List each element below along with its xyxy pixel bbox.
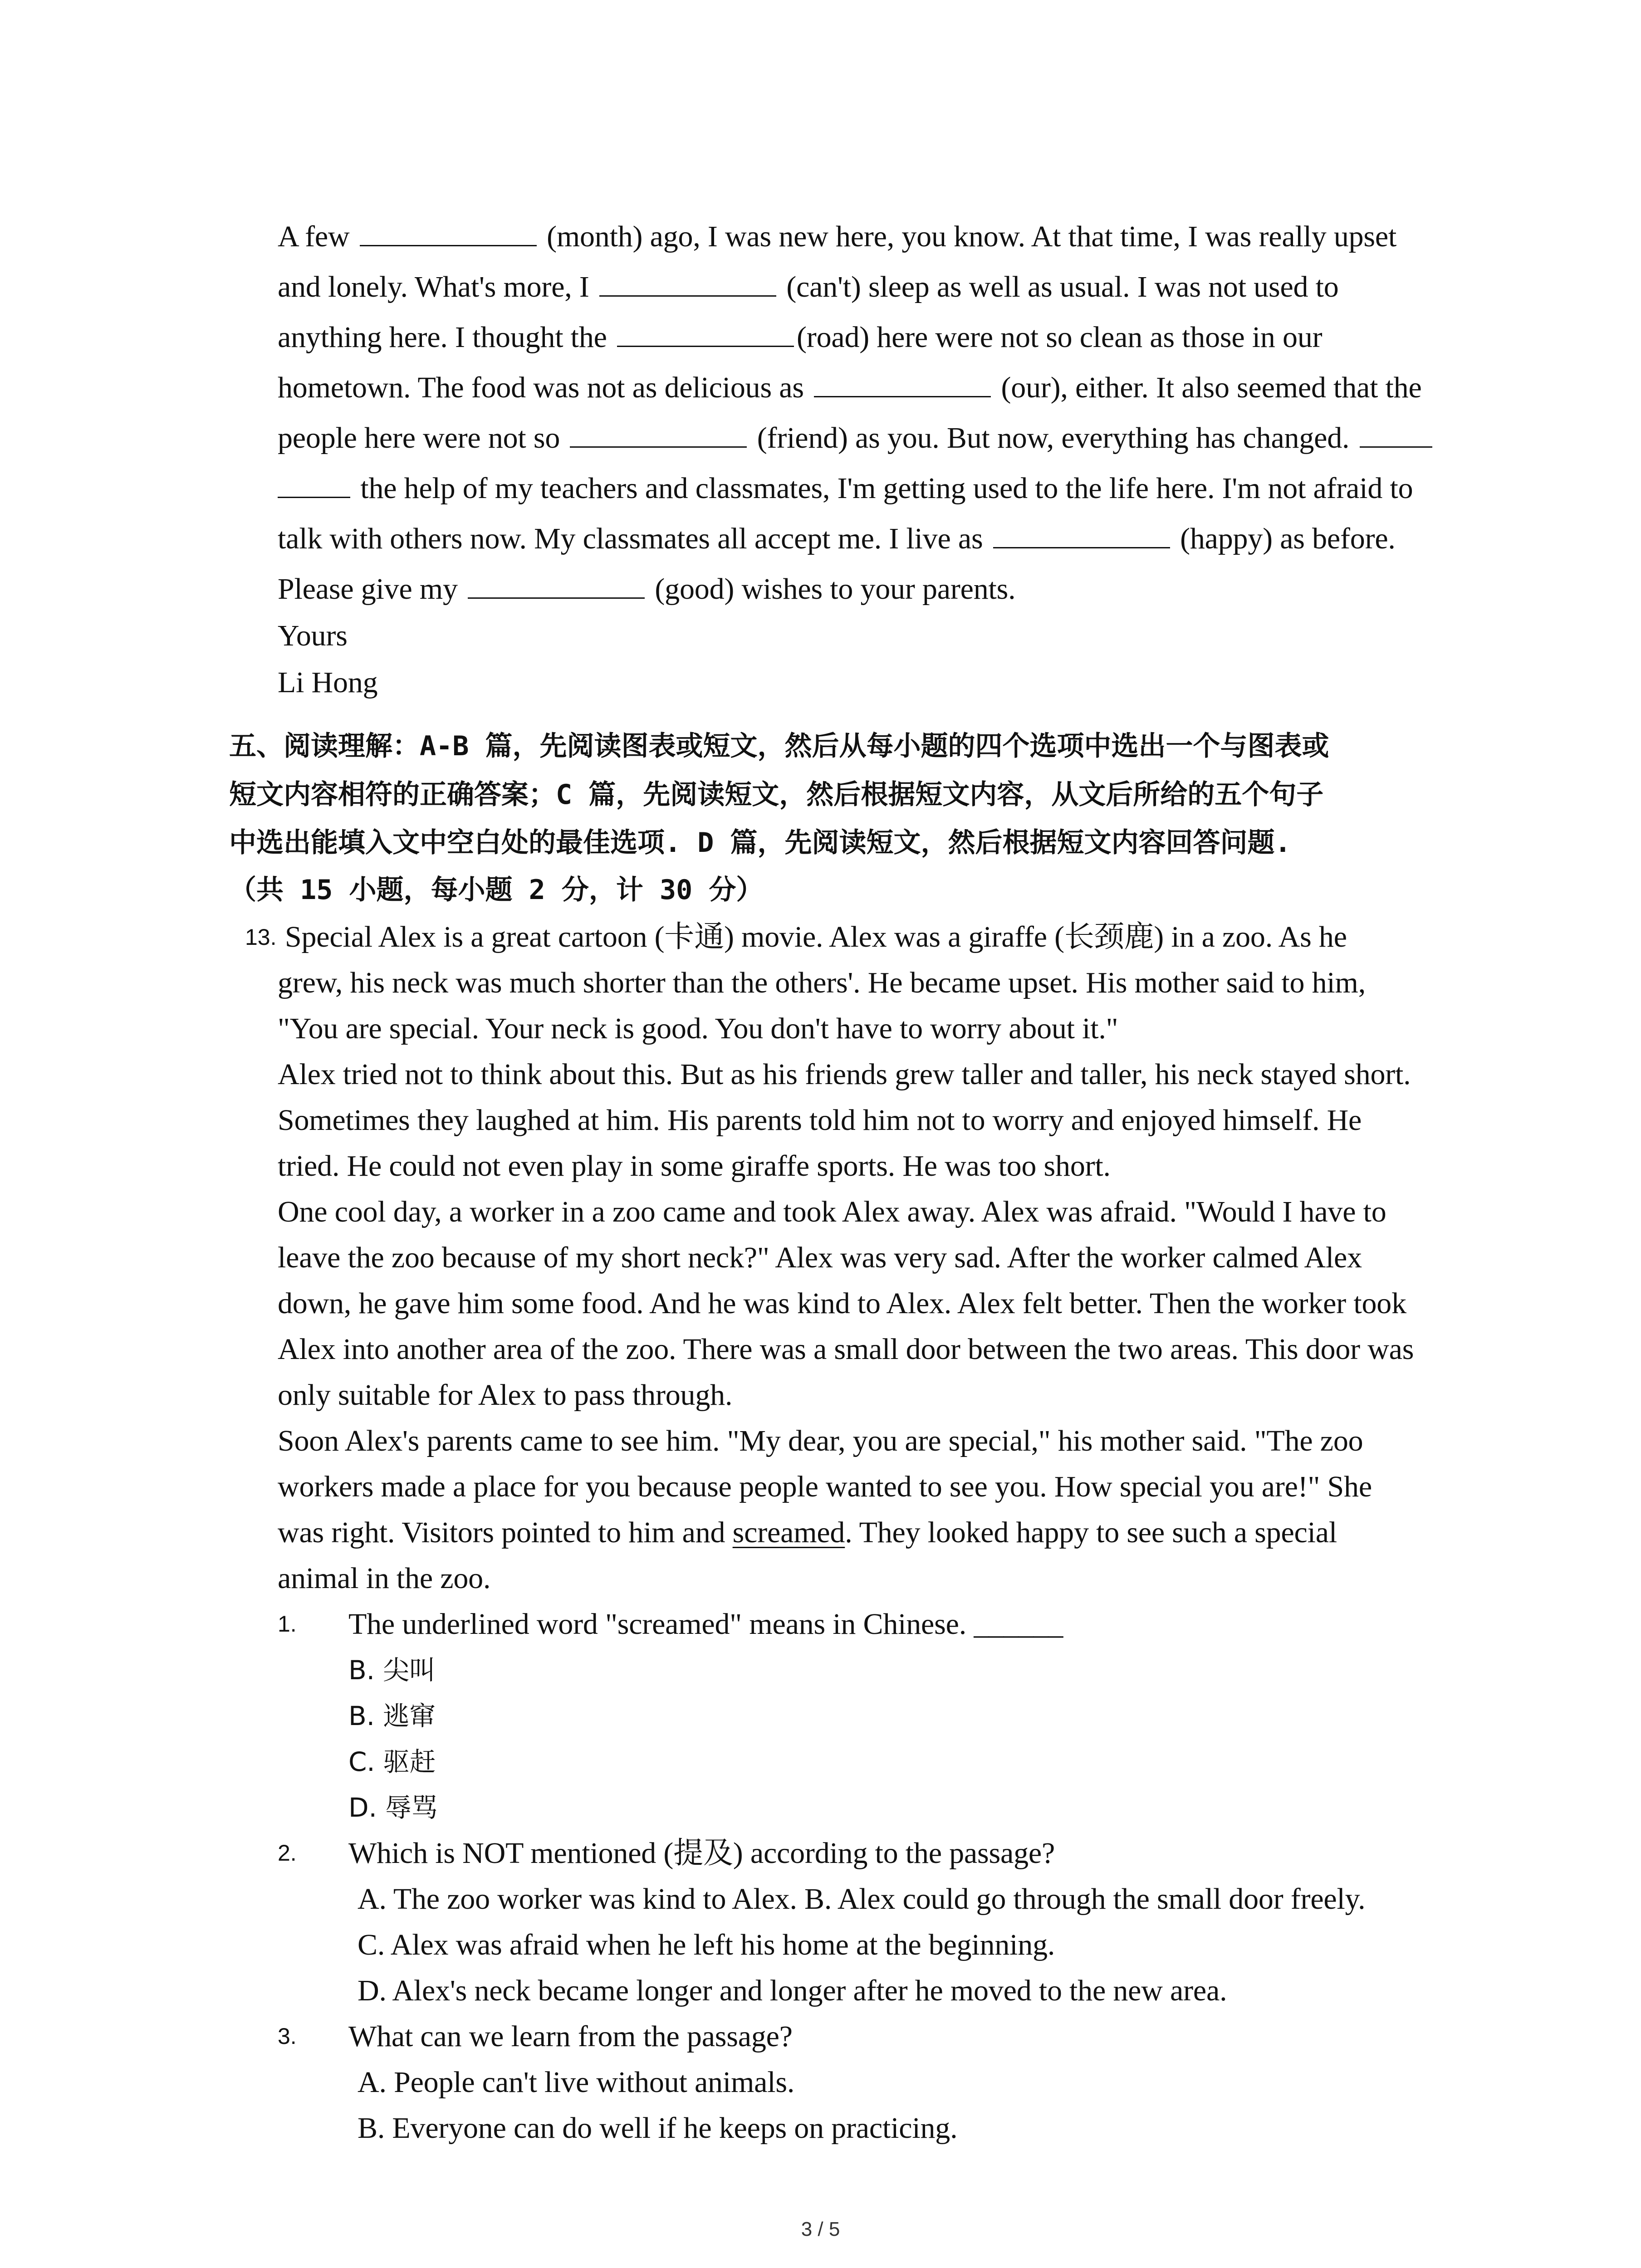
- letter-signature: Li Hong: [278, 666, 378, 699]
- answer-blank[interactable]: [278, 470, 350, 498]
- text-segment: Please give my: [278, 572, 458, 606]
- passage-line: Sometimes they laughed at him. His parents told him not to worry and enjoyed himself. He: [278, 1104, 1362, 1137]
- option[interactable]: A. The zoo worker was kind to Alex. B. Alex could go through the small door freely.: [358, 1882, 1366, 1916]
- question-number: 3.: [278, 2024, 297, 2049]
- text-segment: (month) ago, I was new here, you know. At that time, I was really upset: [547, 220, 1397, 253]
- passage-line: [278, 1515, 1337, 1551]
- passage-line: workers made a place for you because people wanted to see you. How special you are!" She: [278, 1470, 1372, 1503]
- passage-line: only suitable for Alex to pass through.: [278, 1378, 733, 1412]
- letter-line-5: [278, 420, 1435, 456]
- letter-line-1: [278, 219, 1396, 255]
- section-heading-line-3: 中选出能填入文中空白处的最佳选项. D 篇，先阅读短文，然后根据短文内容回答问题.: [229, 827, 1291, 859]
- letter-line-4: [278, 370, 1422, 406]
- option[interactable]: C. 驱赶: [348, 1746, 436, 1777]
- passage-line: Soon Alex's parents came to see him. "My dear, you are special," his mother said. "The zoo: [278, 1424, 1363, 1457]
- answer-blank[interactable]: [617, 319, 794, 347]
- text-segment: (our), either. It also seemed that the: [1001, 371, 1422, 404]
- option[interactable]: B. Everyone can do well if he keeps on practicing.: [358, 2112, 958, 2145]
- letter-line-6: [278, 470, 1413, 507]
- section-heading-line-1: 五、阅读理解：A-B 篇，先阅读图表或短文，然后从每小题的四个选项中选出一个与图表或: [229, 730, 1329, 762]
- passage-line: grew, his neck was much shorter than the others'. He became upset. His mother said to him,: [278, 966, 1366, 999]
- underlined-word: screamed: [732, 1516, 845, 1549]
- option[interactable]: A. People can't live without animals.: [358, 2066, 795, 2099]
- passage-line: Special Alex is a great cartoon (卡通) movie. Alex was a giraffe (长颈鹿) in a zoo. As he: [285, 920, 1347, 953]
- text-segment: . They looked happy to see such a special: [845, 1516, 1337, 1549]
- text-segment: (happy) as before.: [1180, 522, 1396, 555]
- question-text: The underlined word "screamed" means in Chinese. ______: [348, 1608, 1063, 1641]
- letter-closing: Yours: [278, 619, 348, 652]
- passage-number: 13.: [245, 924, 277, 950]
- text-segment: anything here. I thought the: [278, 321, 607, 354]
- passage-line: leave the zoo because of my short neck?" Alex was very sad. After the worker calmed Alex: [278, 1241, 1362, 1274]
- option[interactable]: B. 逃窜: [348, 1701, 436, 1731]
- passage-line: One cool day, a worker in a zoo came and took Alex away. Alex was afraid. "Would I have to: [278, 1195, 1386, 1228]
- option[interactable]: C. Alex was afraid when he left his home at the beginning.: [358, 1928, 1055, 1961]
- text-segment: hometown. The food was not as delicious as: [278, 371, 804, 404]
- question-text: Which is NOT mentioned (提及) according to the passage?: [348, 1837, 1055, 1870]
- passage-line: animal in the zoo.: [278, 1562, 491, 1595]
- text-segment: the help of my teachers and classmates, I'm getting used to the life here. I'm not afraid to: [360, 472, 1413, 505]
- answer-blank[interactable]: [599, 269, 776, 297]
- question-number: 1.: [278, 1611, 297, 1637]
- text-segment: (can't) sleep as well as usual. I was not used to: [786, 270, 1339, 303]
- letter-line-7: [278, 521, 1396, 557]
- text-segment: (road) here were not so clean as those in our: [797, 321, 1323, 354]
- option[interactable]: B. 尖叫: [348, 1655, 436, 1686]
- passage-line: Alex into another area of the zoo. There was a small door between the two areas. This door was: [278, 1333, 1414, 1366]
- answer-blank[interactable]: [360, 219, 537, 246]
- text-segment: was right. Visitors pointed to him and: [278, 1516, 725, 1549]
- section-heading-line-2: 短文内容相符的正确答案；C 篇，先阅读短文，然后根据短文内容，从文后所给的五个句子: [229, 779, 1324, 811]
- text-segment: and lonely. What's more, I: [278, 270, 589, 303]
- text-segment: A few: [278, 220, 350, 253]
- letter-line-8: [278, 571, 1015, 607]
- letter-line-3: [278, 319, 1322, 356]
- option[interactable]: D. 辱骂: [348, 1792, 438, 1823]
- passage-line: Alex tried not to think about this. But as his friends grew taller and taller, his neck stayed short.: [278, 1058, 1411, 1091]
- answer-blank[interactable]: [570, 420, 747, 448]
- option[interactable]: D. Alex's neck became longer and longer after he moved to the new area.: [358, 1974, 1227, 2007]
- passage-line: "You are special. Your neck is good. You don't have to worry about it.": [278, 1012, 1118, 1045]
- letter-line-2: [278, 269, 1339, 305]
- answer-blank[interactable]: [814, 370, 991, 397]
- text-segment: (friend) as you. But now, everything has changed.: [757, 421, 1350, 455]
- section-heading-line-4: （共 15 小题，每小题 2 分，计 30 分）: [229, 874, 764, 906]
- passage-line: tried. He could not even play in some giraffe sports. He was too short.: [278, 1149, 1111, 1183]
- passage-line: down, he gave him some food. And he was kind to Alex. Alex felt better. Then the worker took: [278, 1287, 1406, 1320]
- answer-blank[interactable]: [993, 521, 1170, 548]
- text-segment: (good) wishes to your parents.: [655, 572, 1016, 606]
- answer-blank[interactable]: [1360, 420, 1432, 448]
- answer-blank[interactable]: [468, 571, 645, 599]
- question-number: 2.: [278, 1840, 297, 1866]
- text-segment: people here were not so: [278, 421, 560, 455]
- page-number: 3 / 5: [801, 2218, 840, 2240]
- question-text: What can we learn from the passage?: [348, 2020, 793, 2053]
- text-segment: talk with others now. My classmates all accept me. I live as: [278, 522, 983, 555]
